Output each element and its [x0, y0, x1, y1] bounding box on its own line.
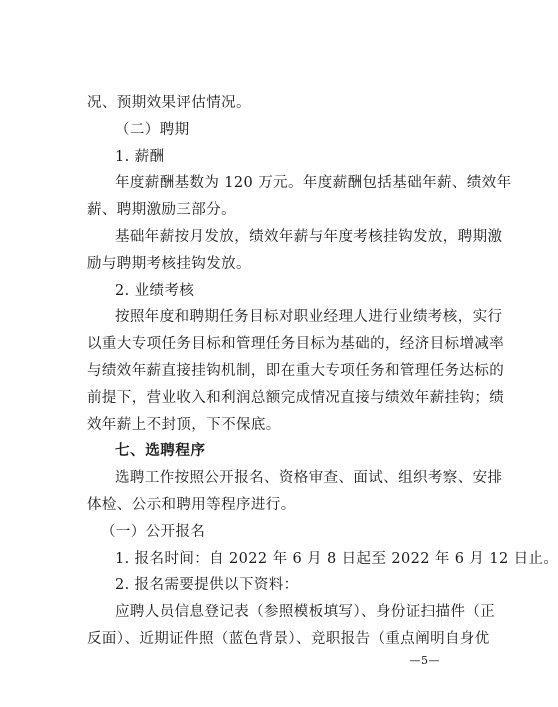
- paragraph-line: 体检、公示和聘用等程序进行。: [87, 497, 296, 513]
- section-heading-term: （二）聘期: [115, 121, 190, 138]
- paragraph-line: 年度薪酬基数为 120 万元。年度薪酬包括基础年薪、绩效年: [115, 175, 512, 192]
- paragraph-line: 1. 报名时间：自 2022 年 6 月 8 日起至 2022 年 6 月 12 日止。: [115, 550, 558, 567]
- paragraph-line: 薪、聘期激励三部分。: [87, 202, 236, 219]
- paragraph-line: 与绩效年薪直接挂钩机制，即在重大专项任务和管理任务达标的: [87, 363, 505, 379]
- paragraph-line: 前提下，营业收入和利润总额完成情况直接与绩效年薪挂钩；绩: [87, 389, 505, 406]
- paragraph-line: 按照年度和聘期任务目标对职业经理人进行业绩考核，实行: [115, 309, 503, 326]
- subsection-heading-salary: 1. 薪酬: [115, 148, 165, 165]
- paragraph-line: 反面）、近期证件照（蓝色背景）、竞职报告（重点阐明自身优: [87, 631, 490, 647]
- paragraph-line: 基础年薪按月发放，绩效年薪与年度考核挂钩发放，聘期激: [115, 229, 503, 245]
- paragraph-line: 应聘人员信息登记表（参照模板填写）、身份证扫描件（正: [115, 604, 496, 621]
- paragraph-line: 2. 报名需要提供以下资料：: [115, 577, 299, 594]
- paragraph-line: 效年薪上不封顶，下不保底。: [87, 416, 281, 433]
- paragraph-line: 以重大专项任务目标和管理任务目标为基础的，经济目标增减率: [87, 336, 505, 353]
- section-heading-selection-procedure: 七、选聘程序: [115, 443, 206, 460]
- paragraph-line: 况、预期效果评估情况。: [87, 95, 251, 111]
- paragraph-line: 选聘工作按照公开报名、资格审查、面试、组织考察、安排: [115, 470, 503, 487]
- subsection-heading-performance: 2. 业绩考核: [115, 282, 195, 299]
- section-heading-public-registration: （一）公开报名: [101, 523, 206, 540]
- paragraph-line: 励与聘期考核挂钩发放。: [87, 255, 251, 272]
- page-number: —5—: [409, 654, 440, 667]
